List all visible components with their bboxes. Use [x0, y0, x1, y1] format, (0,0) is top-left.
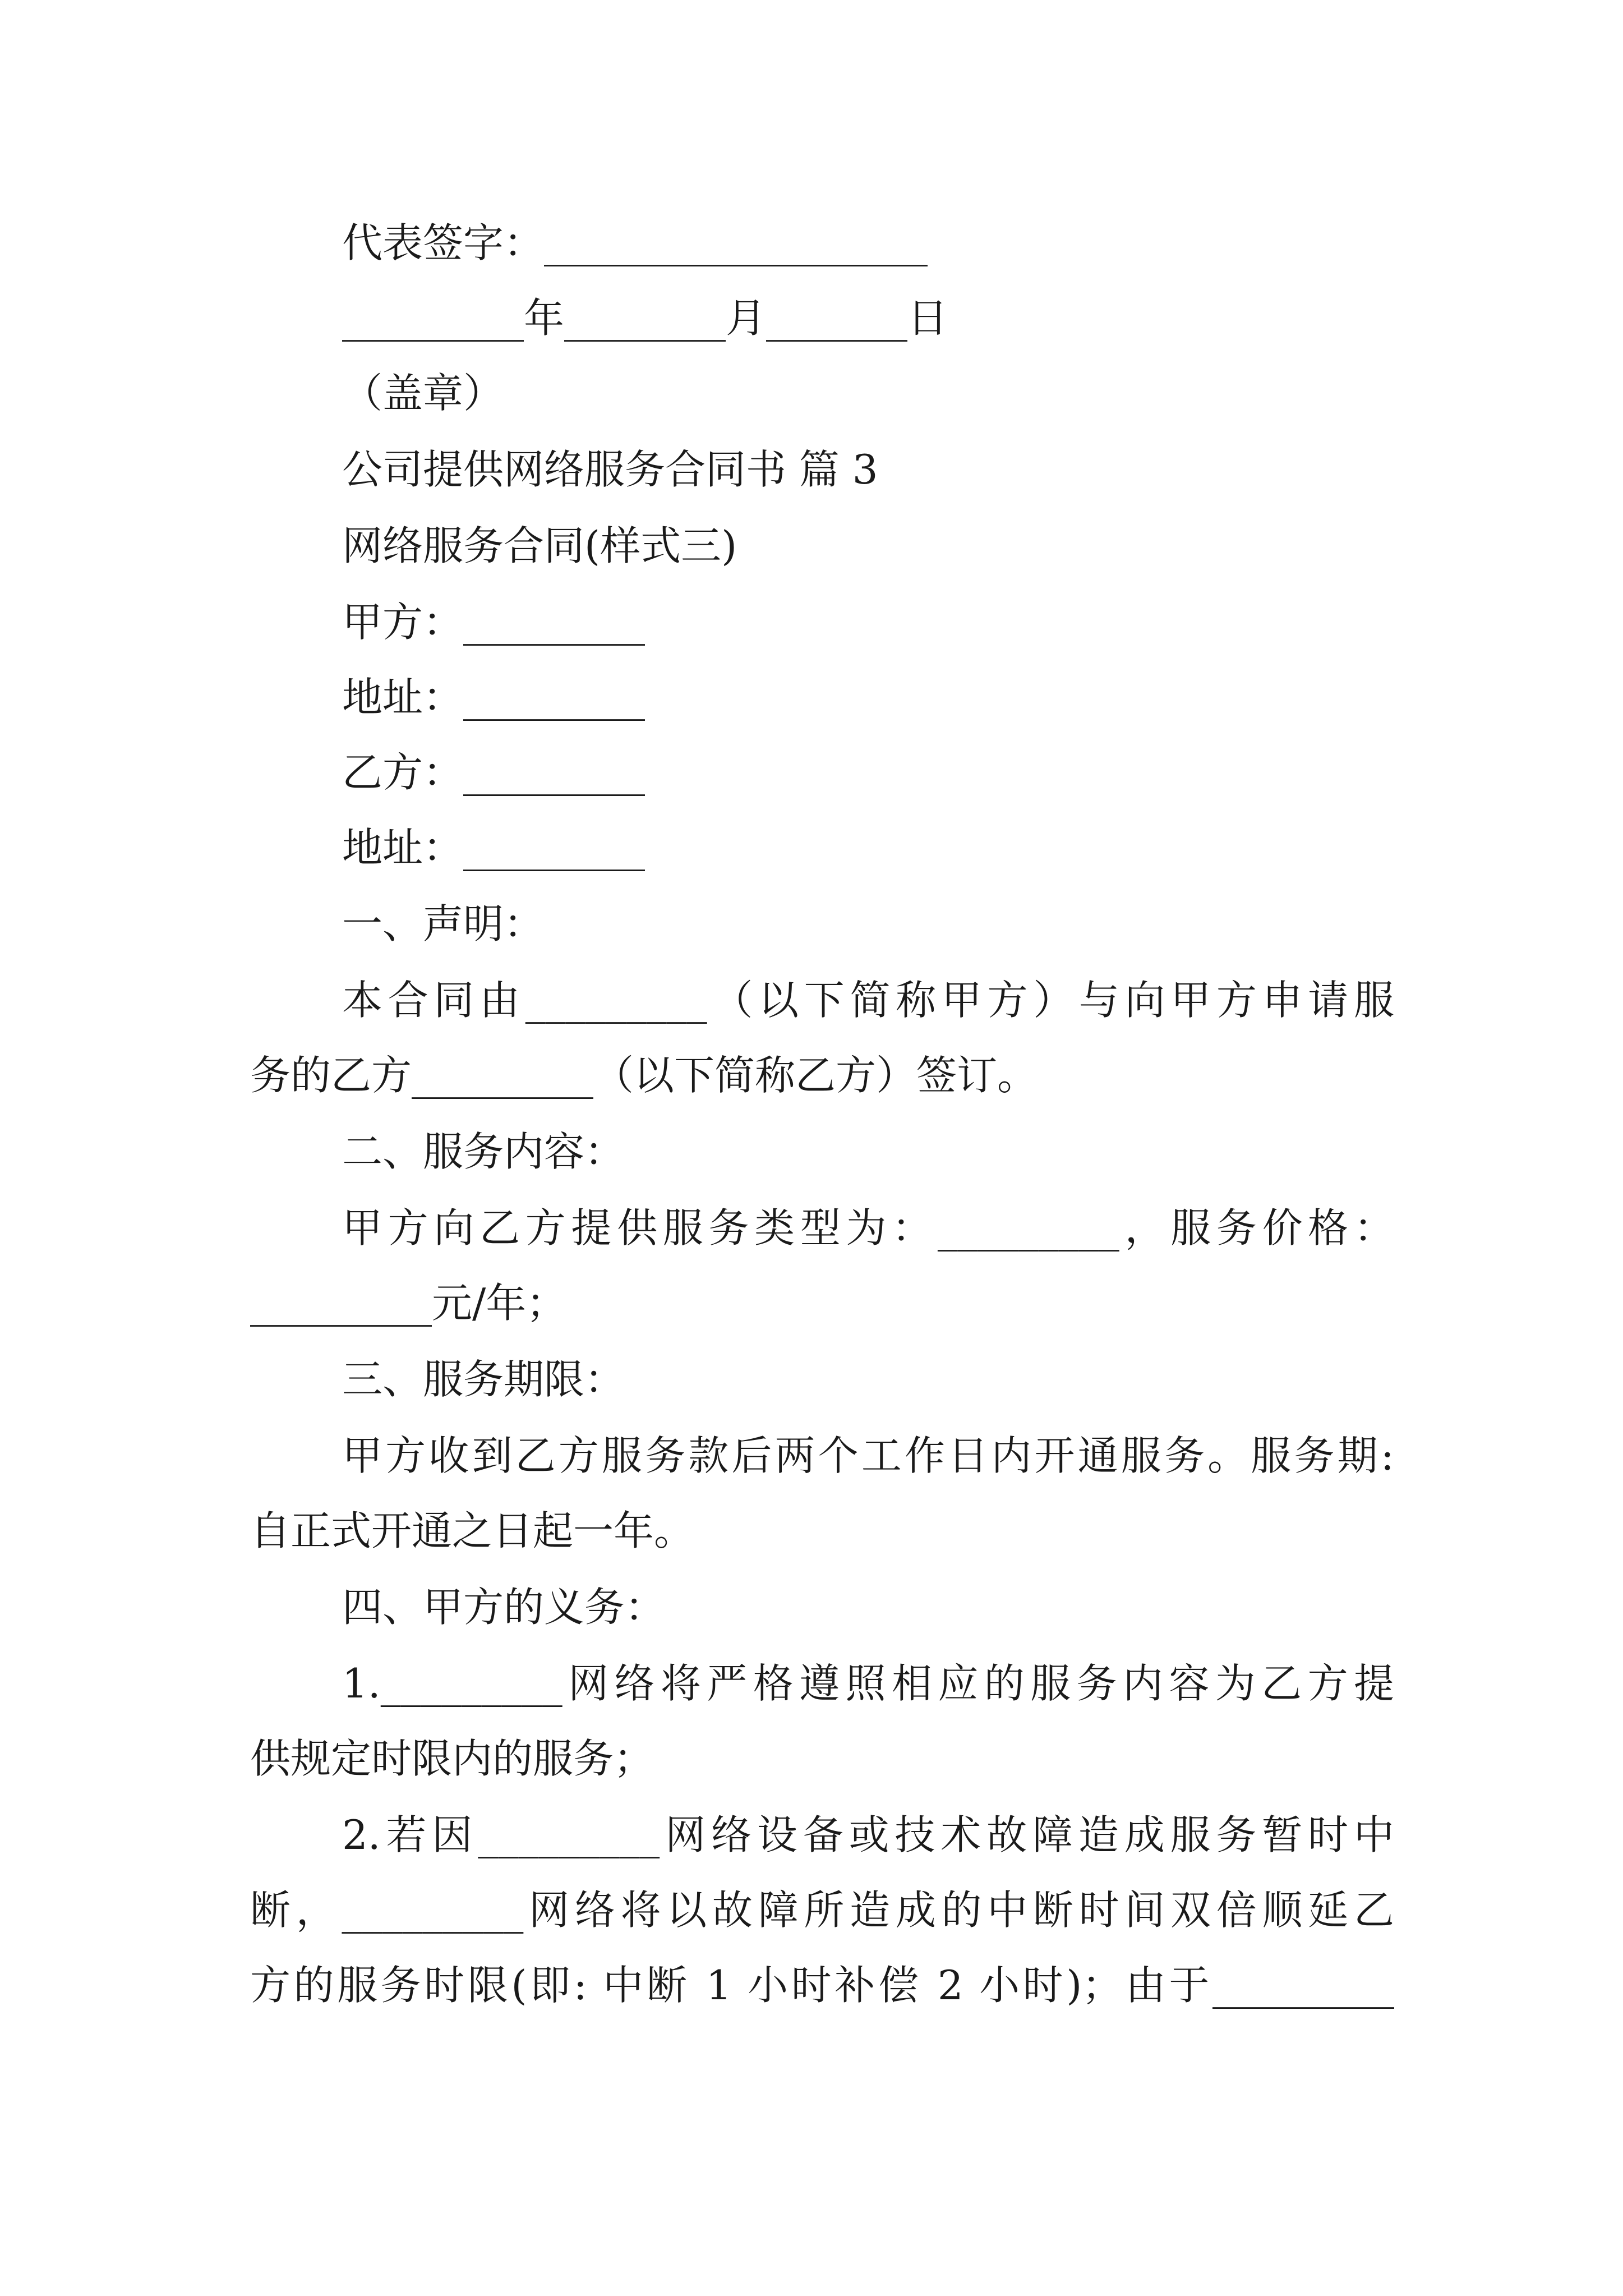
party-a-field: 甲方：_________ — [342, 599, 645, 646]
service-content-text-1: 甲方向乙方提供服务类型为：_________，服务价格： — [342, 1204, 1394, 1251]
service-period-text-1: 甲方收到乙方服务款后两个工作日内开通服务。服务期: — [342, 1432, 1394, 1479]
heading-service-content: 二、服务内容： — [342, 1128, 625, 1175]
obligation-1-text-1: 1._________网络将严格遵照相应的服务内容为乙方提 — [342, 1660, 1394, 1707]
declaration-text-1: 本合同由_________（以下简称甲方）与向甲方申请服 — [342, 977, 1394, 1024]
section-title: 公司提供网络服务合同书 篇 3 — [342, 446, 878, 493]
heading-party-a-obligations: 四、甲方的义务： — [342, 1584, 666, 1631]
representative-signature-line: 代表签字：___________________ — [342, 219, 928, 266]
heading-declaration: 一、声明： — [342, 900, 545, 947]
obligation-2-text-2: 断，_________网络将以故障所造成的中断时间双倍顺延乙 — [250, 1887, 1394, 1934]
obligation-2-text-1: 2.若因_________网络设备或技术故障造成服务暂时中 — [342, 1811, 1394, 1858]
declaration-text-2: 务的乙方_________（以下简称乙方）签订。 — [250, 1052, 1038, 1099]
party-b-address-field: 地址：_________ — [342, 824, 645, 871]
party-b-field: 乙方：_________ — [342, 749, 645, 796]
service-period-text-2: 自正式开通之日起一年。 — [250, 1507, 695, 1554]
party-a-address-field: 地址：_________ — [342, 674, 645, 721]
obligation-1-text-2: 供规定时限内的服务； — [250, 1735, 654, 1782]
date-line: _________年________月_______日 — [342, 295, 948, 342]
service-content-text-2: _________元/年； — [250, 1280, 567, 1327]
contract-title: 网络服务合同(样式三) — [342, 522, 737, 569]
heading-service-period: 三、服务期限： — [342, 1356, 625, 1403]
obligation-2-text-3: 方的服务时限(即: 中断 1 小时补偿 2 小时)；由于_________ — [250, 1962, 1394, 2009]
seal-label: （盖章） — [342, 370, 504, 417]
